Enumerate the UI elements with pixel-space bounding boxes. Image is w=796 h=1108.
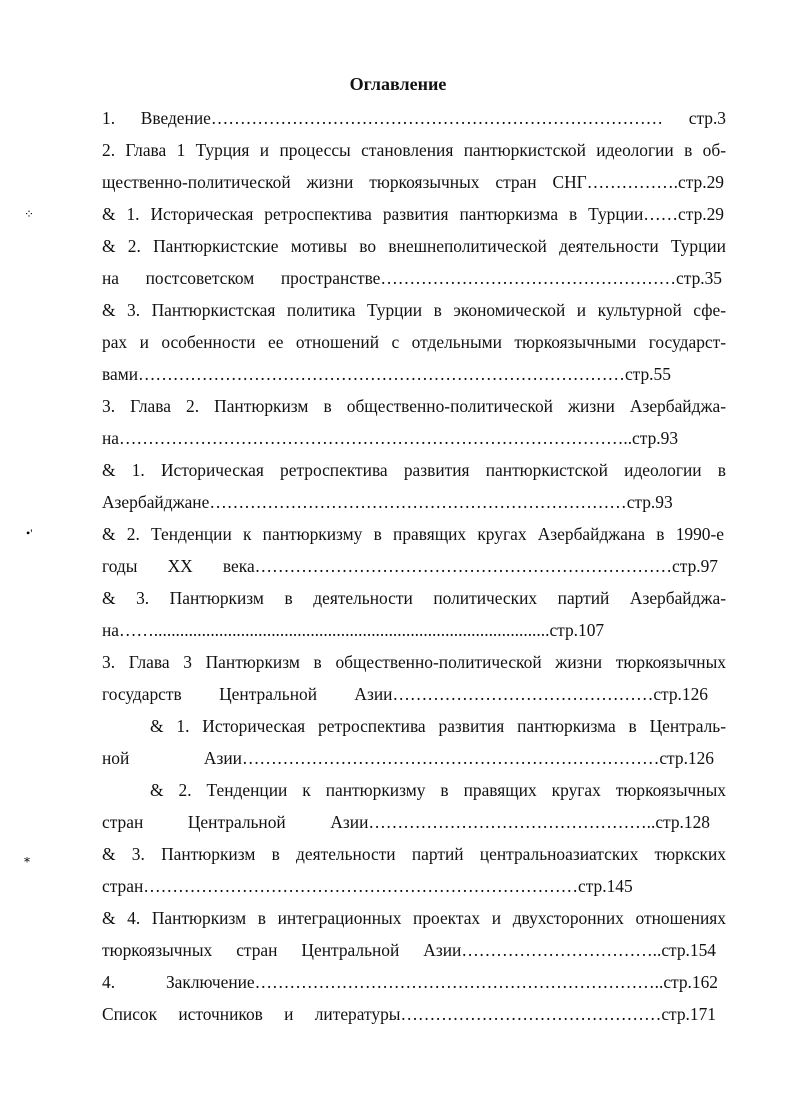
toc-line: & 1. Историческая ретроспектива развития пантюркизма в Турции……стр.29 (102, 204, 724, 224)
toc-line: & 2. Тенденции к пантюркизму в правящих кругах тюркоязычных (150, 780, 726, 800)
toc-line: щественно-политической жизни тюркоязычных стран СНГ…………….стр.29 (102, 172, 724, 192)
toc-line: ной Азии………………………………………………………………стр.126 (102, 748, 714, 768)
toc-line: 3. Глава 2. Пантюркизм в общественно-политической жизни Азербайджа- (102, 396, 726, 416)
toc-line: & 2. Тенденции к пантюркизму в правящих кругах Азербайджана в 1990-е (102, 524, 724, 544)
toc-line: на постсоветском пространстве……………………………………………стр.35 (102, 268, 722, 288)
toc-line: & 2. Пантюркистские мотивы во внешнеполитической деятельности Турции (102, 236, 726, 256)
toc-line: & 3. Пантюркизм в деятельности партий центральноазиатских тюркских (102, 844, 726, 864)
toc-line: & 1. Историческая ретроспектива развития пантюркистской идеологии в (102, 460, 726, 480)
toc-line: Азербайджане………………………………………………………………стр.93 (102, 492, 673, 512)
scan-speck: ⁎ (24, 851, 30, 865)
toc-line: годы XX века………………………………………………………………стр.97 (102, 556, 718, 576)
toc-line: 3. Глава 3 Пантюркизм в общественно-политической жизни тюркоязычных (102, 652, 726, 672)
toc-line: вами…………………………………………………………………………стр.55 (102, 364, 671, 384)
toc-line: государств Центральной Азии………………………………………стр.126 (102, 684, 708, 704)
toc-line: & 3. Пантюркизм в деятельности политических партий Азербайджа- (102, 588, 726, 608)
toc-line: рах и особенности ее отношений с отдельными тюркоязычными государст- (102, 332, 726, 352)
toc-line: 2. Глава 1 Турция и процессы становления пантюркистской идеологии в об- (102, 140, 726, 160)
toc-line: на……...........................................................................................стр.107 (102, 620, 605, 640)
toc-line: & 1. Историческая ретроспектива развития пантюркизма в Централь- (150, 716, 726, 736)
toc-line: стран…………………………………………………………………стр.145 (102, 876, 633, 896)
toc-line: на……………………………………………………………………………..стр.93 (102, 428, 679, 448)
toc-line: тюркоязычных стран Центральной Азии……………………………..стр.154 (102, 940, 716, 960)
toc-line: стран Центральной Азии…………………………………………..стр.128 (102, 812, 710, 832)
scan-speck: •' (26, 526, 33, 540)
toc-line: & 4. Пантюркизм в интеграционных проектах и двухсторонних отношениях (102, 908, 726, 928)
scan-speck: ⁘ (24, 207, 35, 221)
toc-line: & 3. Пантюркистская политика Турции в экономической и культурной сфе- (102, 300, 726, 320)
toc-title: Оглавление (349, 74, 447, 94)
toc-line: Список источников и литературы………………………………………стр.171 (102, 1004, 716, 1024)
toc-line: 1. Введение…………………………………………………………………… стр.3 (102, 108, 726, 128)
toc-line: 4. Заключение……………………………………………………………..стр.162 (102, 972, 718, 992)
